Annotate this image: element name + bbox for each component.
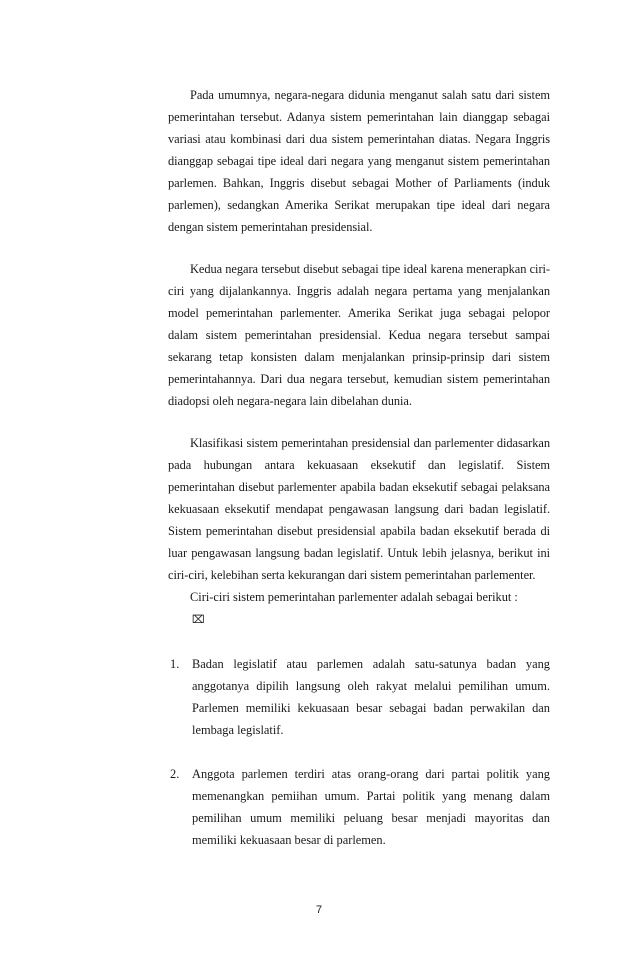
document-page [168, 84, 550, 873]
list-item-number: 2. [170, 767, 180, 781]
list-item [168, 653, 550, 741]
characteristics-list [168, 653, 550, 851]
list-item-text: Badan legislatif atau parlemen adalah satu-satunya badan yang anggotanya dipilih langsung oleh rakyat melalui pemilihan umum. Parlemen memiliki kekuasaan besar sebagai badan perwakilan dan lembaga legislatif. [192, 657, 550, 737]
paragraph-1: Pada umumnya, negara-negara didunia menganut salah satu dari sistem pemerintahan tersebut. Adanya sistem pemerintahan lain dianggap sebagai variasi atau kombinasi dari dua sistem pemerintahan diatas. Negara Inggris dianggap sebagai tipe ideal dari negara yang menganut sistem pemerintahan parlemen. Bahkan, Inggris disebut sebagai Mother of Parliaments (induk parlemen), sedangkan Amerika Serikat merupakan tipe ideal dari negara dengan sistem pemerintahan presidensial. [168, 88, 550, 234]
symbol-glyph-icon: ⌧ [192, 613, 205, 626]
paragraph-3: Klasifikasi sistem pemerintahan presidensial dan parlementer didasarkan pada hubungan antara kekuasaan eksekutif dan legislatif. Sistem pemerintahan disebut parlementer apabila badan eksekutif sebagai pelaksana kekuasaan eksekutif mendapat pengawasan langsung dari badan legislatif. Sistem pemerintahan disebut presidensial apabila badan eksekutif berada di luar pengawasan langsung badan legislatif. Untuk lebih jelasnya, berikut ini ciri-ciri, kelebihan serta kekurangan dari sistem pemerintahan parlementer. [168, 436, 550, 582]
list-intro [168, 586, 550, 631]
list-item [168, 763, 550, 851]
list-item-number: 1. [170, 657, 180, 671]
paragraph-2: Kedua negara tersebut disebut sebagai tipe ideal karena menerapkan ciri-ciri yang dijalankannya. Inggris adalah negara pertama yang menjalankan model pemerintahan parlementer. Amerika Serikat juga sebagai pelopor dalam sistem pemerintahan presidensial. Kedua negara tersebut sampai sekarang tetap konsisten dalam menjalankan prinsip-prinsip dari sistem pemerintahannya. Dari dua negara tersebut, kemudian sistem pemerintahan diadopsi oleh negara-negara lain dibelahan dunia. [168, 262, 550, 408]
page-number: 7 [315, 904, 323, 916]
list-intro-text: Ciri-ciri sistem pemerintahan parlementer adalah sebagai berikut : [190, 590, 518, 604]
list-item-text: Anggota parlemen terdiri atas orang-orang dari partai politik yang memenangkan pemiihan umum. Partai politik yang menang dalam pemilihan umum memiliki peluang besar menjadi mayoritas dan memiliki kekuasaan besar di parlemen. [192, 767, 550, 847]
